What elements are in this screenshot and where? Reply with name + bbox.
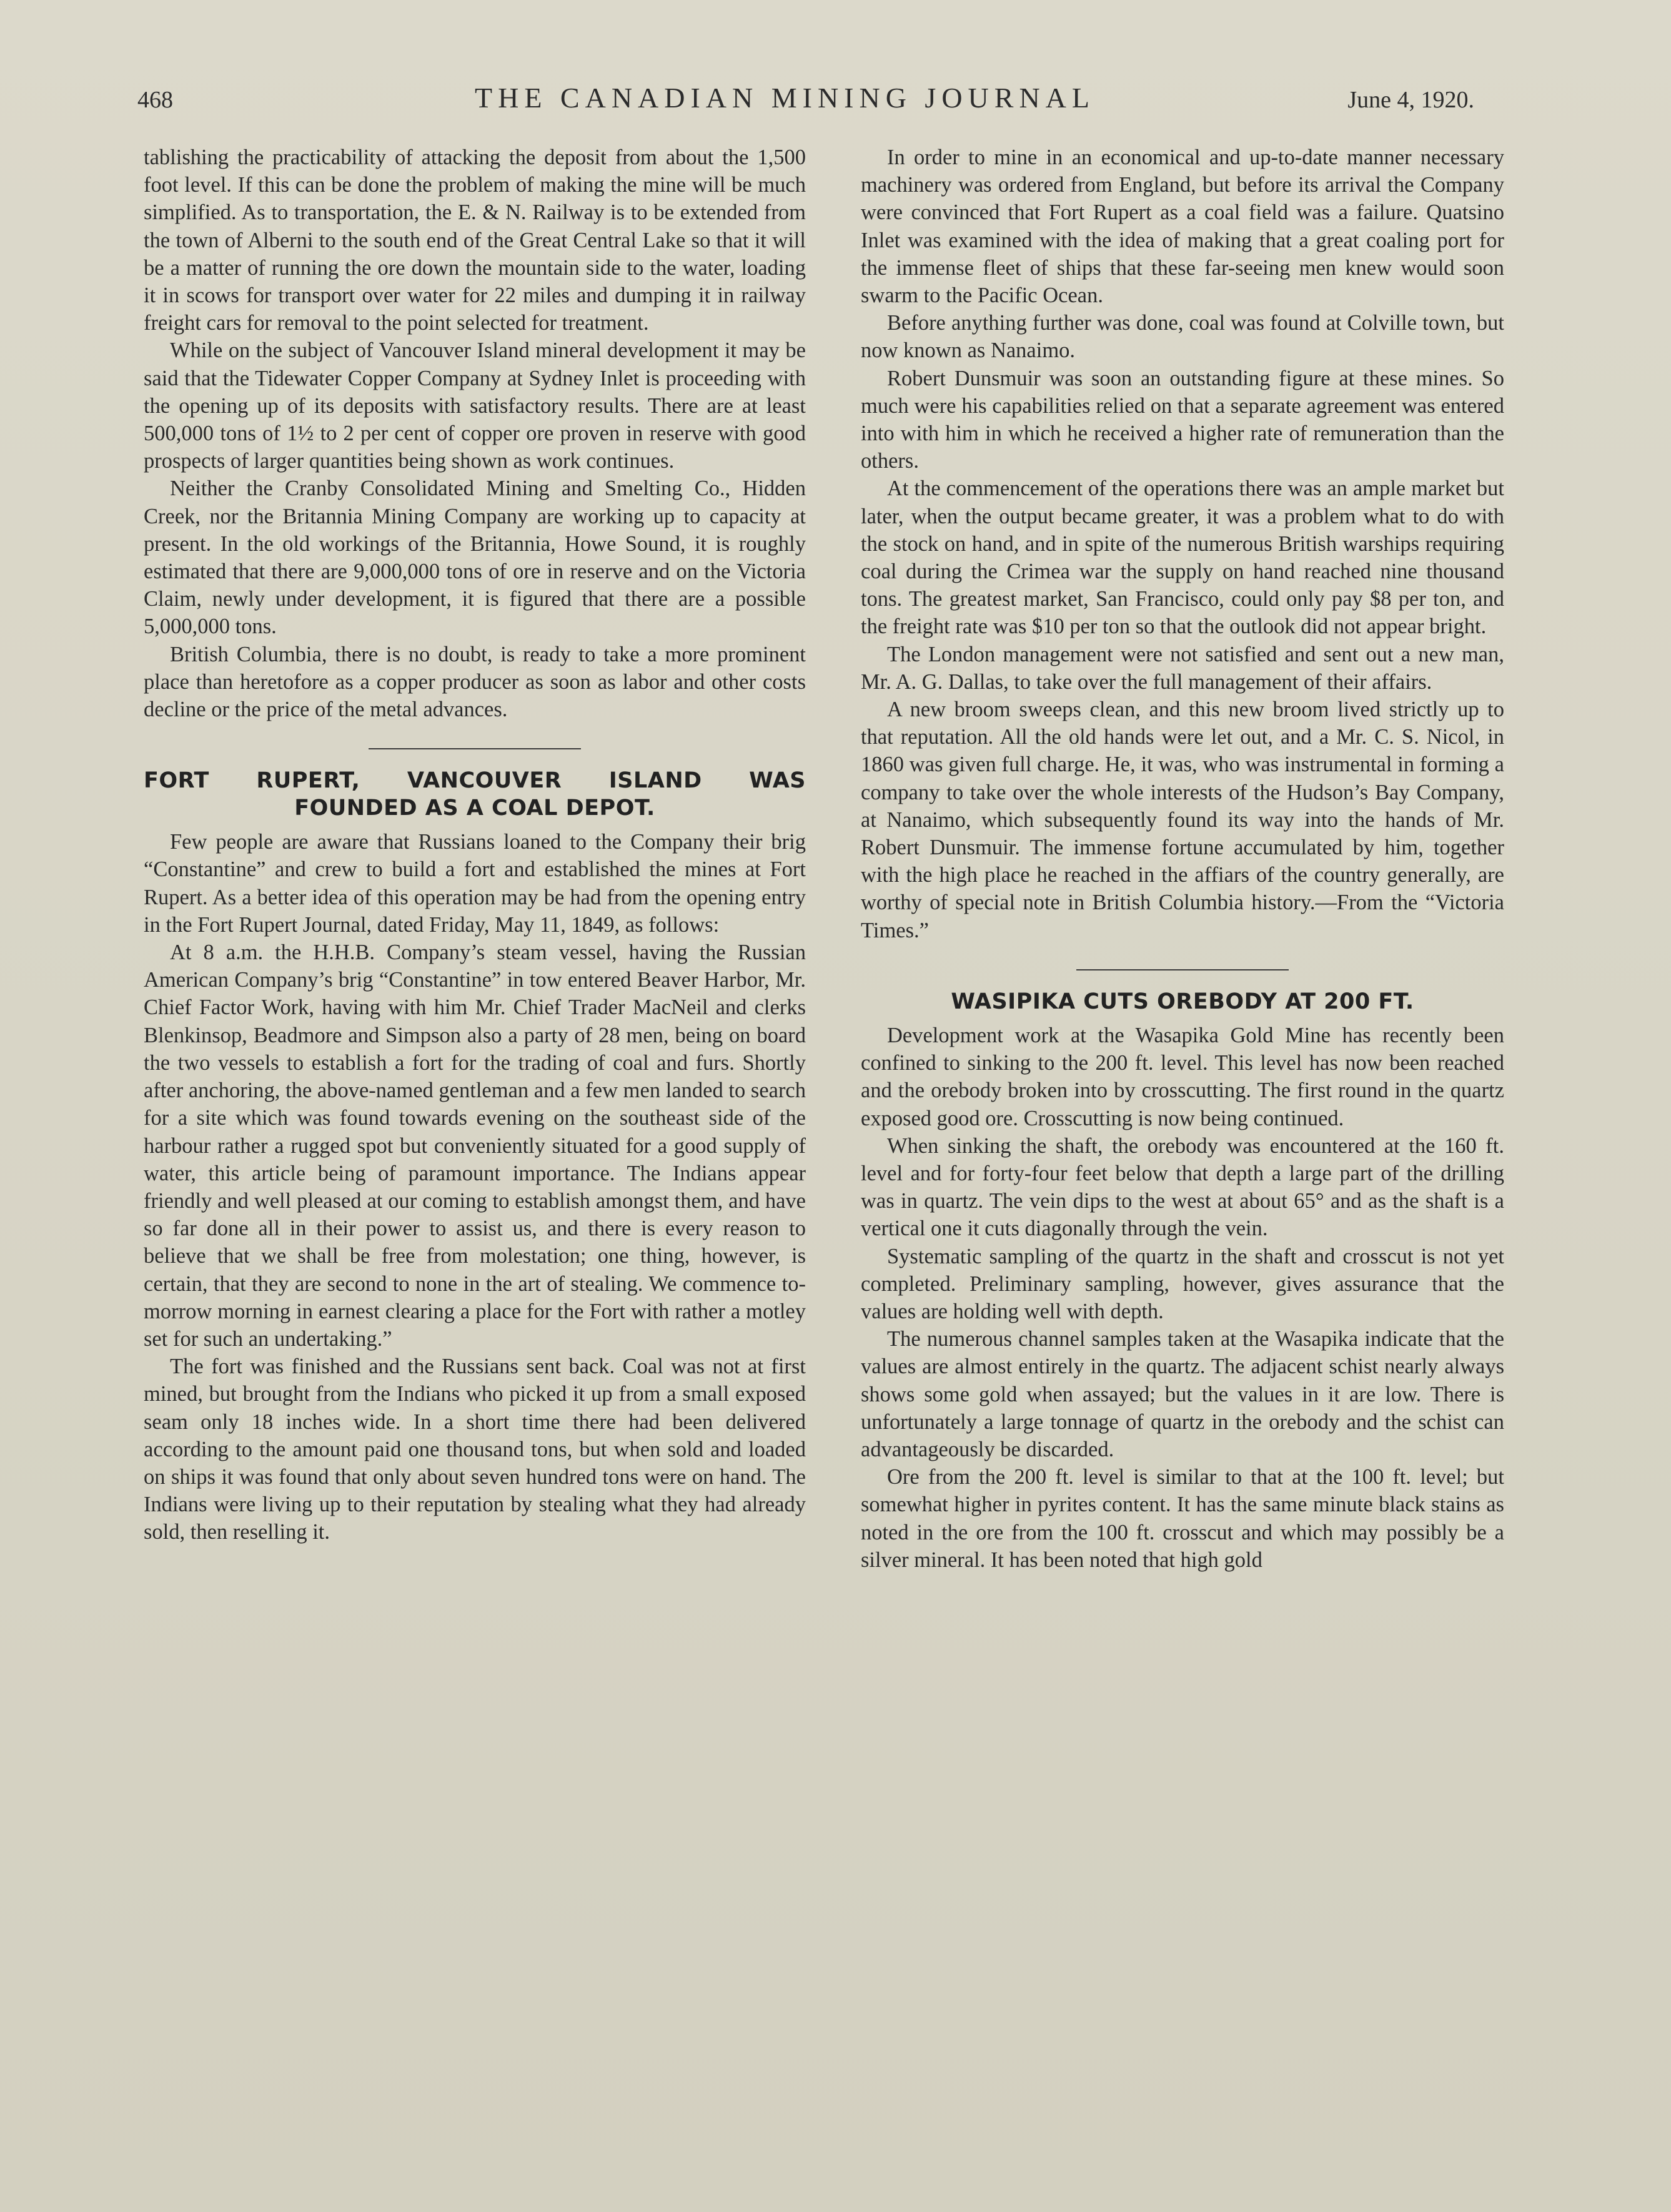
paragraph: In order to mine in an economical and up-to-date manner necessary machinery was ordered from England, but before its arrival the Company were convinced that Fort Rupert as a coal field was a failure. Quatsino Inlet was examined with the idea of making that a great coaling port for the immense fleet of ships that these far-seeing men knew would soon swarm to the Pacific Ocean. — [861, 146, 1504, 308]
issue-date: June 4, 1920. — [1347, 87, 1474, 113]
paragraph: When sinking the shaft, the orebody was encountered at the 160 ft. level and for forty-four feet below that depth a large part of the drilling was in quartz. The vein dips to the west at about 65° and as the shaft is a vertical one it cuts diagonally through the vein. — [861, 1133, 1504, 1241]
paragraph: Systematic sampling of the quartz in the shaft and crosscut is not yet completed. Preliminary sampling, however, gives assurance that the values are holding well with depth. — [861, 1244, 1504, 1323]
paragraph: The London management were not satisfied and sent out a new man, Mr. A. G. Dallas, to take over the full management of their affairs. — [861, 642, 1504, 694]
paragraph: The fort was finished and the Russians sent back. Coal was not at first mined, but brought from the Indians who picked it up from a small exposed seam only 18 inches wide. In a short time there had been delivered according to the amount paid one thousand tons, but when sold and loaded on ships it was found that only about seven hundred tons were on hand. The Indians were living up to their reputation by stealing what they had already sold, then reselling it. — [144, 1355, 806, 1544]
journal-title: THE CANADIAN MINING JOURNAL — [475, 82, 1095, 114]
paragraph: At 8 a.m. the H.H.B. Company’s steam vessel, having the Russian American Company’s brig “Constantine” in tow entered Beaver Harbor, Mr. Chief Factor Work, having with him Mr. Chief Trader MacNeil and clerks Blenkinsop, Beadmore and Simpson also a party of 28 men, being on board the two vessels to establish a fort for the trading of coal and furs. Shortly after anchoring, the above-named gentleman and a few men landed to search for a site which was found towards evening on the southeast side of the harbour rather a rugged spot but conveniently situated for a good supply of water, this article being of paramount importance. The Indians appear friendly and well pleased at our coming to establish amongst them, and have so far done all in their power to assist us, and there is every reason to believe that we shall be free from molestation; one thing, however, is certain, that they are second to none in the art of stealing. We commence to-morrow morning in earnest clearing a place for the Fort with rather a motley set for such an undertaking.” — [144, 941, 806, 1351]
paragraph: British Columbia, there is no doubt, is ready to take a more prominent place than heretofore as a copper producer as soon as labor and other costs decline or the price of the metal advances. — [144, 642, 806, 722]
paragraph: Ore from the 200 ft. level is similar to that at the 100 ft. level; but somewhat higher in pyrites content. It has the same minute black stains as noted in the ore from the 100 ft. crosscut and which may possibly be a silver mineral. It has been noted that high gold — [861, 1465, 1504, 1572]
paragraph: Neither the Cranby Consolidated Mining and Smelting Co., Hidden Creek, nor the Britannia Mining Company are working up to capacity at present. In the old workings of the Britannia, Howe Sound, it is roughly estimated that there are 9,000,000 tons of ore in reserve and on the Victoria Claim, newly under development, it is figured that there are a possible 5,000,000 tons. — [144, 476, 806, 639]
paragraph: The numerous channel samples taken at the Wasapika indicate that the values are almost entirely in the quartz. The adjacent schist nearly always shows some gold when assayed; but the values in it are low. There is unfortunately a large tonnage of quartz in the orebody and the schist can advantageously be discarded. — [861, 1327, 1504, 1461]
headline-line: WASIPIKA CUTS OREBODY AT 200 FT. — [951, 989, 1414, 1014]
headline-line: FORT RUPERT, VANCOUVER ISLAND WAS — [144, 768, 806, 794]
left-column — [144, 144, 806, 1546]
right-column — [861, 144, 1504, 1574]
paragraph: Robert Dunsmuir was soon an outstanding figure at these mines. So much were his capabilities relied on that a separate agreement was entered into with him in which he received a higher rate of remuneration than the others. — [861, 366, 1504, 473]
headline-line: FOUNDED AS A COAL DEPOT. — [294, 796, 655, 821]
paragraph: Before anything further was done, coal was found at Colville town, but now known as Nanaimo. — [861, 311, 1504, 363]
paragraph: tablishing the practicability of attacking the deposit from about the 1,500 foot level. If this can be done the problem of making the mine will be much simplified. As to transportation, the E. & N. Railway is to be extended from the town of Alberni to the south end of the Great Central Lake so that it will be a matter of running the ore down the mountain side to the water, loading it in scows for transport over water for 22 miles and dumping it in railway freight cars for removal to the point selected for treatment. — [144, 146, 806, 335]
page-number: 468 — [137, 87, 173, 113]
paragraph: A new broom sweeps clean, and this new broom lived strictly up to that reputation. All the old hands were let out, and a Mr. C. S. Nicol, in 1860 was given full charge. He, it was, who was instrumental in forming a company to take over the whole interests of the Hudson’s Bay Company, at Nanaimo, which subsequently found its way into the hands of Mr. Robert Dunsmuir. The immense fortune accumulated by him, together with the high place he reached in the affiars of the country generally, are worthy of special note in British Columbia history.—From the “Victoria Times.” — [861, 698, 1504, 942]
article-headline — [861, 988, 1504, 1015]
paragraph: While on the subject of Vancouver Island mineral development it may be said that the Tidewater Copper Company at Sydney Inlet is proceeding with the opening up of its deposits with satisfactory results. There are at least 500,000 tons of 1½ to 2 per cent of copper ore proven in reserve with good prospects of larger quantities being shown as work continues. — [144, 338, 806, 473]
section-divider — [1076, 969, 1289, 970]
section-divider — [369, 748, 581, 749]
page-header — [137, 81, 1474, 125]
paragraph: At the commencement of the operations there was an ample market but later, when the output became greater, it was a problem what to do with the stock on hand, and in spite of the numerous British warships requiring coal during the Crimea war the supply on hand reached nine thousand tons. The greatest market, San Francisco, could only pay $8 per ton, and the freight rate was $10 per ton so that the outlook did not appear bright. — [861, 476, 1504, 639]
article-headline — [144, 767, 806, 822]
paragraph: Few people are aware that Russians loaned to the Company their brig “Constantine” and crew to build a fort and established the mines at Fort Rupert. As a better idea of this operation may be had from the opening entry in the Fort Rupert Journal, dated Friday, May 11, 1849, as follows: — [144, 830, 806, 937]
paragraph: Development work at the Wasapika Gold Mine has recently been confined to sinking to the 200 ft. level. This level has now been reached and the orebody broken into by crosscutting. The first round in the quartz exposed good ore. Crosscutting is now being continued. — [861, 1023, 1504, 1130]
